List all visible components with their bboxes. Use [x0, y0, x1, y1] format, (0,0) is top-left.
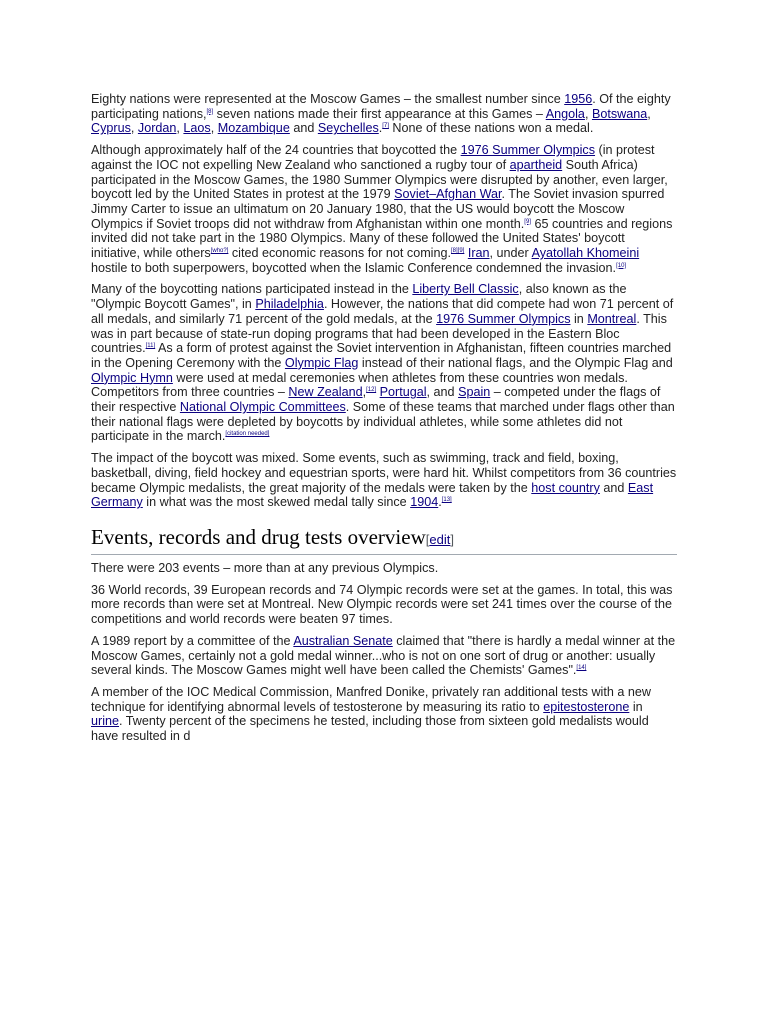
text: instead of their national flags, and the Olympic Flag and	[358, 355, 673, 370]
link-montreal[interactable]: Montreal	[587, 311, 637, 326]
paragraph-boycott	[91, 143, 677, 275]
text: . Some of these teams that marched under flags other than their national flags were depleted by boycotts by individual athletes, while some athletes did not participate in the march.	[91, 400, 675, 444]
article-body	[91, 92, 677, 751]
paragraph-senate-report	[91, 634, 677, 678]
citation-14[interactable]: [14]	[576, 665, 587, 672]
text: claimed that "there is hardly a medal winner at the Moscow Games, certainly not a gold medal winner...who is not on one sort of drug or another: usually several kinds. The Moscow Games might well have been called the Chemists' Games".	[91, 633, 676, 678]
text: seven nations made their first appearance at this Games –	[213, 106, 546, 121]
link-angola[interactable]: Angola	[545, 106, 585, 121]
text: were used at medal ceremonies when athletes from these countries won medals. Competitors from three countries –	[91, 370, 628, 400]
citation-8[interactable]: [8]	[206, 108, 214, 115]
link-cyprus[interactable]: Cyprus	[91, 121, 131, 136]
citation-8-9[interactable]: [8][9]	[451, 248, 465, 255]
link-1904[interactable]: 1904	[410, 495, 439, 510]
link-1956[interactable]: 1956	[564, 92, 593, 106]
paragraph-impact: The impact of the boycott was mixed. Some events, such as swimming, track and field, boxing, basketball, diving, field hockey and equestrian sports, were hard hit. Whilst competitors from 36 countries became Olympic medalists, the great majority of the medals were taken by the host country and East Germany in what was the most skewed medal tally since 1904.[13]	[91, 451, 677, 510]
citation-13[interactable]: [13]	[441, 497, 452, 504]
text: . However, the nations that did compete had won 71 percent of all medals, and similarly 71 percent of the gold medals, at the	[91, 297, 674, 326]
edit-bracket-open: [	[425, 531, 430, 547]
text: – competed under the flags of their respective	[91, 385, 661, 415]
link-1976-summer-olympics[interactable]: 1976 Summer Olympics	[460, 143, 596, 158]
citation-who[interactable]: [who?]	[210, 248, 229, 255]
link-host-country[interactable]: host country	[531, 480, 600, 495]
text: As a form of protest against the Soviet intervention in Afghanistan, fifteen countries marched in the Opening Ceremony with the	[91, 341, 672, 370]
paragraph-liberty-bell: Many of the boycotting nations participated instead in the Liberty Bell Classic, also known as the "Olympic Boycott Games", in Philadelphia. However, the nations that did compete had won 71 percent of all medals, and similarly 71 percent of the gold medals, at the 1976 Summer Olympics in Montreal. This was in part because of state-run doping programs that had been developed in the Eastern Bloc countries.[11] As a form of protest against the Soviet intervention in Afghanistan, fifteen countries marched in the Opening Ceremony with the Olympic Flag instead of their national flags, and the Olympic Flag and Olympic Hymn were used at medal ceremonies when athletes from these countries won medals. Competitors from three countries – New Zealand,[12] Portugal, and Spain – competed under the flags of their respective National Olympic Committees. Some of these teams that marched under flags other than their national flags were depleted by boycotts by individual athletes, while some athletes did not participate in the march.[citation needed]	[91, 282, 675, 444]
link-new-zealand[interactable]: New Zealand	[288, 385, 363, 400]
text: , under	[489, 246, 532, 261]
text: . Of the eighty participating nations,	[91, 92, 671, 121]
text: and	[599, 480, 628, 495]
text: Although approximately half of the 24 countries that boycotted the	[91, 143, 461, 158]
text: in	[570, 311, 588, 326]
citation-11[interactable]: [11]	[145, 343, 156, 350]
text: cited economic reasons for not coming.	[228, 246, 451, 261]
citation-10[interactable]: [10]	[616, 262, 627, 269]
link-liberty-bell-classic[interactable]: Liberty Bell Classic	[412, 282, 519, 297]
link-botswana[interactable]: Botswana	[591, 106, 648, 121]
link-australian-senate[interactable]: Australian Senate	[293, 633, 393, 648]
text: . Twenty percent of the specimens he tested, including those from sixteen gold medalists would have resulted in d	[91, 714, 649, 744]
link-philadelphia[interactable]: Philadelphia	[255, 297, 324, 312]
link-laos[interactable]: Laos	[183, 121, 211, 136]
text: and	[289, 121, 318, 136]
link-urine[interactable]: urine	[91, 714, 120, 729]
citation-7[interactable]: [7]	[382, 123, 389, 130]
link-spain[interactable]: Spain	[458, 385, 491, 400]
text: Eighty nations were represented at the Moscow Games – the smallest number since	[91, 92, 565, 106]
link-olympic-flag[interactable]: Olympic Flag	[284, 355, 359, 370]
text: None of these nations won a medal.	[388, 121, 594, 136]
text: . The Soviet invasion spurred Jimmy Carter to issue an ultimatum on 20 January 1980, that the US would boycott the Moscow Olympics if Soviet troops did not withdraw from Afghanistan within one month.	[91, 187, 665, 231]
text: 36 World records, 39 European records and 74 Olympic records were set at the games. In total, this was more records than were set at Montreal. New Olympic records were set 241 times over the course of the competitions and world records were beaten 97 times.	[91, 582, 673, 627]
link-ayatollah-khomeini[interactable]: Ayatollah Khomeini	[531, 246, 640, 261]
link-apartheid[interactable]: apartheid	[509, 157, 563, 172]
link-1976-summer-olympics-2[interactable]: 1976 Summer Olympics	[436, 311, 571, 326]
text: South Africa) participated in the Moscow Games, the 1980 Summer Olympics were disrupted by another, even larger, boycott led by the United States in protest at the 1979	[91, 157, 668, 202]
edit-link[interactable]: edit	[429, 531, 451, 547]
text: Many of the boycotting nations participated instead in the	[91, 282, 413, 297]
paragraph-donike	[91, 685, 677, 744]
edit-section	[426, 532, 454, 547]
text: in what was the most skewed medal tally since	[142, 495, 411, 510]
link-iran[interactable]: Iran	[467, 246, 490, 261]
text: (in protest against the IOC not expelling New Zealand who sanctioned a rugby tour of	[91, 143, 655, 172]
text: in	[629, 699, 643, 714]
text: The impact of the boycott was mixed. Some events, such as swimming, track and field, boxing, basketball, diving, field hockey and equestrian sports, were hard hit. Whilst competitors from 36 countries became Olympic medalists, the great majority of the medals were taken by the	[91, 451, 677, 495]
section-title: Events, records and drug tests overview	[91, 524, 426, 549]
text: 65 countries and regions invited did not take part in the 1980 Olympics. Many of these followed the United States' boycott initiative, while others	[91, 216, 673, 261]
link-east-germany[interactable]: East Germany	[91, 480, 654, 510]
text: A member of the IOC Medical Commission, Manfred Donike, privately ran additional tests with a new technique for identifying abnormal levels of testosterone by measuring its ratio to	[91, 684, 651, 714]
section-heading	[91, 525, 677, 555]
link-jordan[interactable]: Jordan	[137, 121, 177, 136]
edit-bracket-close: ]	[450, 531, 454, 547]
citation-needed[interactable]: [citation needed]	[225, 431, 270, 438]
text: hostile to both superpowers, boycotted when the Islamic Conference condemned the invasion.	[91, 260, 617, 275]
link-epitestosterone[interactable]: epitestosterone	[543, 699, 630, 714]
link-portugal[interactable]: Portugal	[379, 385, 427, 400]
link-soviet-afghan-war[interactable]: Soviet–Afghan War	[394, 187, 502, 202]
text: There were 203 events – more than at any previous Olympics.	[91, 560, 439, 575]
link-seychelles[interactable]: Seychelles	[317, 121, 379, 136]
paragraph-records	[91, 583, 677, 627]
paragraph-participation: Eighty nations were represented at the Moscow Games – the smallest number since 1956. Of the eighty participating nations,[8] seven nations made their first appearance at this Games – Angola, Botswana, Cyprus, Jordan, Laos, Mozambique and Seychelles.[7] None of these nations won a medal.	[91, 92, 671, 136]
link-mozambique[interactable]: Mozambique	[217, 121, 290, 136]
text: , and	[426, 385, 459, 400]
link-olympic-hymn[interactable]: Olympic Hymn	[91, 370, 173, 385]
text: A 1989 report by a committee of the	[91, 633, 294, 648]
link-national-olympic-committees[interactable]: National Olympic Committees	[179, 400, 346, 415]
paragraph-events	[91, 561, 677, 576]
text: , also known as the "Olympic Boycott Games", in	[91, 282, 627, 312]
citation-9[interactable]: [9]	[524, 218, 531, 225]
text: . This was in part because of state-run doping programs that had been developed in the Eastern Bloc countries.	[91, 311, 667, 356]
citation-12[interactable]: [12]	[366, 387, 377, 394]
